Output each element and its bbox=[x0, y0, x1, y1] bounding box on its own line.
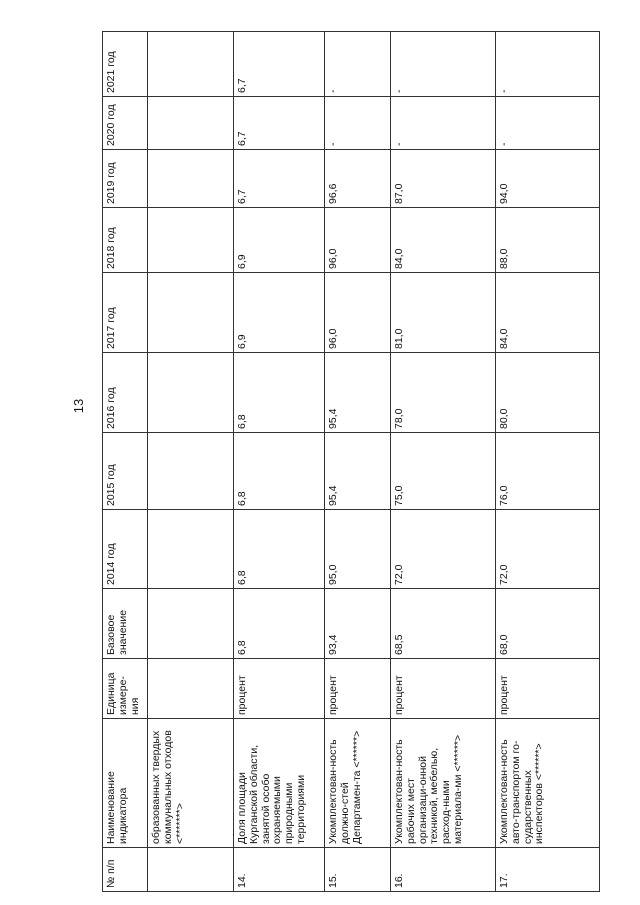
table-cell: 6,9 bbox=[234, 208, 325, 273]
table-cell: 6,9 bbox=[234, 273, 325, 353]
table-cell: 96,0 bbox=[325, 208, 391, 273]
table-cell bbox=[148, 32, 234, 97]
table-cell: 68,5 bbox=[391, 589, 496, 659]
table-cell: 84,0 bbox=[391, 208, 496, 273]
header-cell: Наименование индикатора bbox=[103, 719, 148, 848]
page-number: 13 bbox=[71, 398, 86, 414]
header-cell: 2020 год bbox=[103, 97, 148, 150]
table-cell: 6,8 bbox=[234, 433, 325, 510]
table-cell: 17. bbox=[496, 848, 600, 892]
table-cell: - bbox=[325, 97, 391, 150]
table-cell: процент bbox=[325, 659, 391, 719]
table-cell: 88,0 bbox=[496, 208, 600, 273]
table-cell: 68,0 bbox=[496, 589, 600, 659]
table-cell: 6,8 bbox=[234, 353, 325, 433]
table-cell: 72,0 bbox=[496, 510, 600, 589]
table-row bbox=[391, 32, 496, 892]
table-cell: Укомплектован-ность должно-стей Департамен-та <******> bbox=[325, 719, 391, 848]
table-cell bbox=[148, 208, 234, 273]
table-cell: 15. bbox=[325, 848, 391, 892]
table-cell: - bbox=[496, 32, 600, 97]
table-cell: 78,0 bbox=[391, 353, 496, 433]
table-cell: процент bbox=[496, 659, 600, 719]
table-cell bbox=[148, 150, 234, 208]
table-cell: 72,0 bbox=[391, 510, 496, 589]
table-cell: 16. bbox=[391, 848, 496, 892]
header-cell: 2019 год bbox=[103, 150, 148, 208]
table-cell: 6,8 bbox=[234, 589, 325, 659]
table-cell: Укомплектован-ность авто-транспортом го-сударственных инспекторов <******> bbox=[496, 719, 600, 848]
table-row bbox=[325, 32, 391, 892]
header-cell: 2016 год bbox=[103, 353, 148, 433]
table-cell bbox=[148, 273, 234, 353]
table-cell: - bbox=[391, 32, 496, 97]
table-row bbox=[234, 32, 325, 892]
table-cell bbox=[148, 659, 234, 719]
table-cell: - bbox=[496, 97, 600, 150]
header-cell: 2014 год bbox=[103, 510, 148, 589]
table-cell: 6,7 bbox=[234, 32, 325, 97]
table-cell: 95,0 bbox=[325, 510, 391, 589]
table-cell: 76,0 bbox=[496, 433, 600, 510]
indicator-table bbox=[102, 31, 600, 892]
table-cell: - bbox=[391, 97, 496, 150]
table-row bbox=[148, 32, 234, 892]
table-cell: 75,0 bbox=[391, 433, 496, 510]
table-cell: 6,7 bbox=[234, 97, 325, 150]
table-cell bbox=[148, 589, 234, 659]
table-cell: 95,4 bbox=[325, 353, 391, 433]
table-cell: 94,0 bbox=[496, 150, 600, 208]
table-cell: 6,8 bbox=[234, 510, 325, 589]
table-cell: 80,0 bbox=[496, 353, 600, 433]
header-row bbox=[103, 32, 148, 892]
table-cell: процент bbox=[234, 659, 325, 719]
table-cell: 81,0 bbox=[391, 273, 496, 353]
table-cell: 96,6 bbox=[325, 150, 391, 208]
table-cell: - bbox=[325, 32, 391, 97]
table-cell: процент bbox=[391, 659, 496, 719]
header-cell: 2017 год bbox=[103, 273, 148, 353]
header-cell: 2015 год bbox=[103, 433, 148, 510]
table-row bbox=[496, 32, 600, 892]
table-cell bbox=[148, 510, 234, 589]
header-cell: Единица измере-ния bbox=[103, 659, 148, 719]
table-cell bbox=[148, 97, 234, 150]
table-cell bbox=[148, 353, 234, 433]
header-cell: 2018 год bbox=[103, 208, 148, 273]
header-cell: 2021 год bbox=[103, 32, 148, 97]
table-cell: 14. bbox=[234, 848, 325, 892]
table-cell: 84,0 bbox=[496, 273, 600, 353]
table-cell: Укомплектован-ность рабочих мест организаци-онной техникой, мебелью, расход-ными материала-ми <******> bbox=[391, 719, 496, 848]
table-cell: 96,0 bbox=[325, 273, 391, 353]
table-cell: 93,4 bbox=[325, 589, 391, 659]
table-cell bbox=[148, 433, 234, 510]
table-cell bbox=[148, 848, 234, 892]
header-cell: № п/п bbox=[103, 848, 148, 892]
header-cell: Базовое значение bbox=[103, 589, 148, 659]
indicator-table-rotated bbox=[102, 32, 546, 892]
table-cell: 95,4 bbox=[325, 433, 391, 510]
table-cell: 6,7 bbox=[234, 150, 325, 208]
table-cell: 87,0 bbox=[391, 150, 496, 208]
table-cell: Доля площади Курганской области, занятой особо охраняемыми природными территориями bbox=[234, 719, 325, 848]
table-cell: образованных твердых коммунальных отходов <*******> bbox=[148, 719, 234, 848]
